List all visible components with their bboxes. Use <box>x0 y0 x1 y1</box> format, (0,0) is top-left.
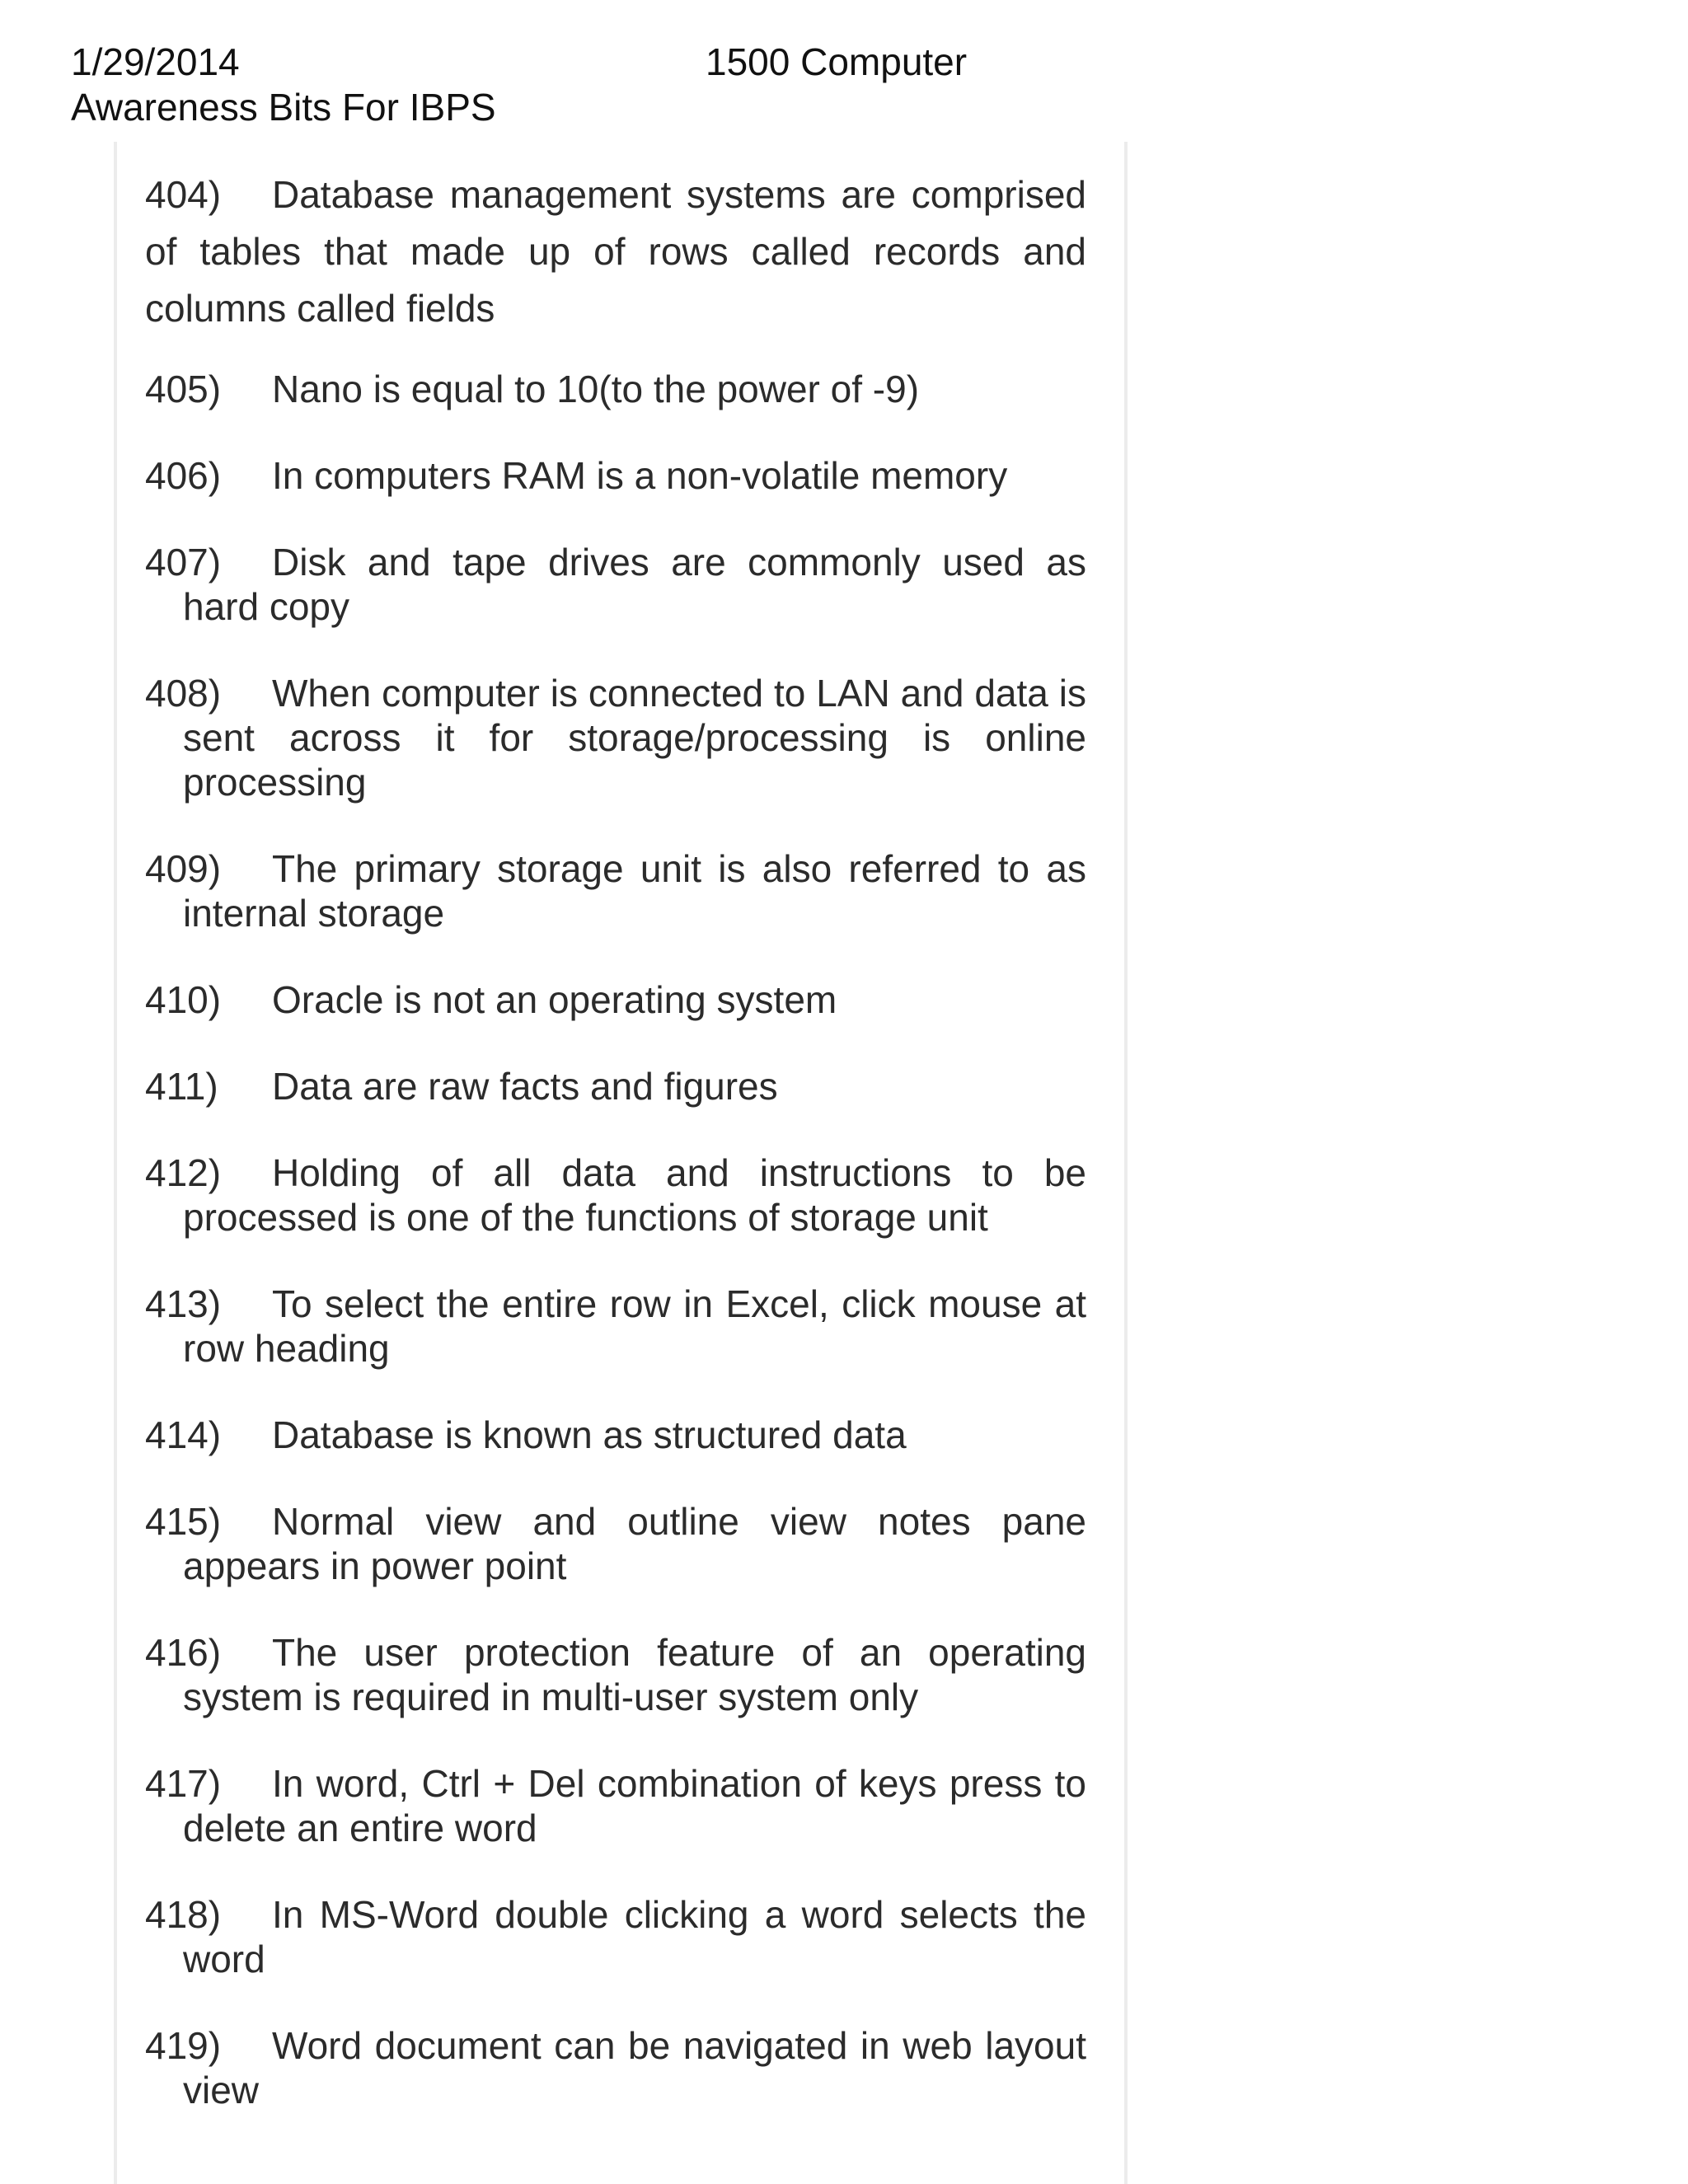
fact-list <box>145 166 1086 2154</box>
list-item <box>145 166 1086 337</box>
item-number: 404) <box>145 173 222 216</box>
list-item <box>145 1499 1086 1588</box>
list-item <box>145 367 1086 411</box>
list-item <box>145 1413 1086 1457</box>
item-text: Data are raw facts and figures <box>272 1065 778 1108</box>
item-text: The primary storage unit is also referred to as internal storage <box>183 847 1086 935</box>
item-text: In word, Ctrl + Del combination of keys press to delete an entire word <box>183 1762 1086 1849</box>
item-number: 406) <box>145 454 222 497</box>
item-number: 415) <box>145 1500 222 1543</box>
item-text: In computers RAM is a non-volatile memory <box>272 454 1008 497</box>
list-item <box>145 453 1086 498</box>
item-text: Disk and tape drives are commonly used as hard copy <box>183 541 1086 628</box>
list-item <box>145 977 1086 1022</box>
list-item <box>145 1064 1086 1108</box>
item-text: When computer is connected to LAN and data is sent across it for storage/processing is online processing <box>183 672 1086 804</box>
item-text: Database is known as structured data <box>272 1413 907 1456</box>
header-subtitle: Awareness Bits For IBPS <box>71 86 496 129</box>
item-number: 408) <box>145 672 222 715</box>
list-item <box>145 1761 1086 1850</box>
list-item <box>145 1892 1086 1981</box>
item-text: Database management systems are comprised of tables that made up of rows called records and columns called fields <box>145 173 1086 330</box>
header-title: 1500 Computer <box>706 40 968 83</box>
item-number: 416) <box>145 1631 222 1674</box>
list-item <box>145 540 1086 629</box>
item-text: Oracle is not an operating system <box>272 978 837 1021</box>
list-item <box>145 1282 1086 1371</box>
content-panel <box>114 142 1128 2184</box>
item-text: To select the entire row in Excel, click mouse at row heading <box>183 1282 1086 1370</box>
item-number: 417) <box>145 1762 222 1805</box>
header-line-1 <box>71 40 1142 85</box>
page-header <box>71 40 1142 130</box>
item-number: 412) <box>145 1151 222 1194</box>
list-item <box>145 1151 1086 1240</box>
item-number: 409) <box>145 847 222 890</box>
item-text: In MS-Word double clicking a word selects the word <box>183 1893 1086 1980</box>
item-number: 414) <box>145 1413 222 1456</box>
item-text: Word document can be navigated in web layout view <box>183 2024 1086 2111</box>
item-number: 410) <box>145 978 222 1021</box>
list-item <box>145 1630 1086 1719</box>
list-item <box>145 2023 1086 2112</box>
item-number: 419) <box>145 2024 222 2067</box>
item-text: Nano is equal to 10(to the power of -9) <box>272 368 920 410</box>
list-item <box>145 846 1086 935</box>
item-number: 407) <box>145 541 222 583</box>
item-number: 405) <box>145 368 222 410</box>
item-number: 411) <box>145 1065 218 1108</box>
list-item <box>145 671 1086 804</box>
item-text: Holding of all data and instructions to be processed is one of the functions of storage unit <box>183 1151 1086 1239</box>
item-number: 413) <box>145 1282 222 1325</box>
item-number: 418) <box>145 1893 222 1936</box>
header-date: 1/29/2014 <box>71 40 240 83</box>
item-text: Normal view and outline view notes pane appears in power point <box>183 1500 1086 1587</box>
item-text: The user protection feature of an operating system is required in multi-user system only <box>183 1631 1086 1718</box>
